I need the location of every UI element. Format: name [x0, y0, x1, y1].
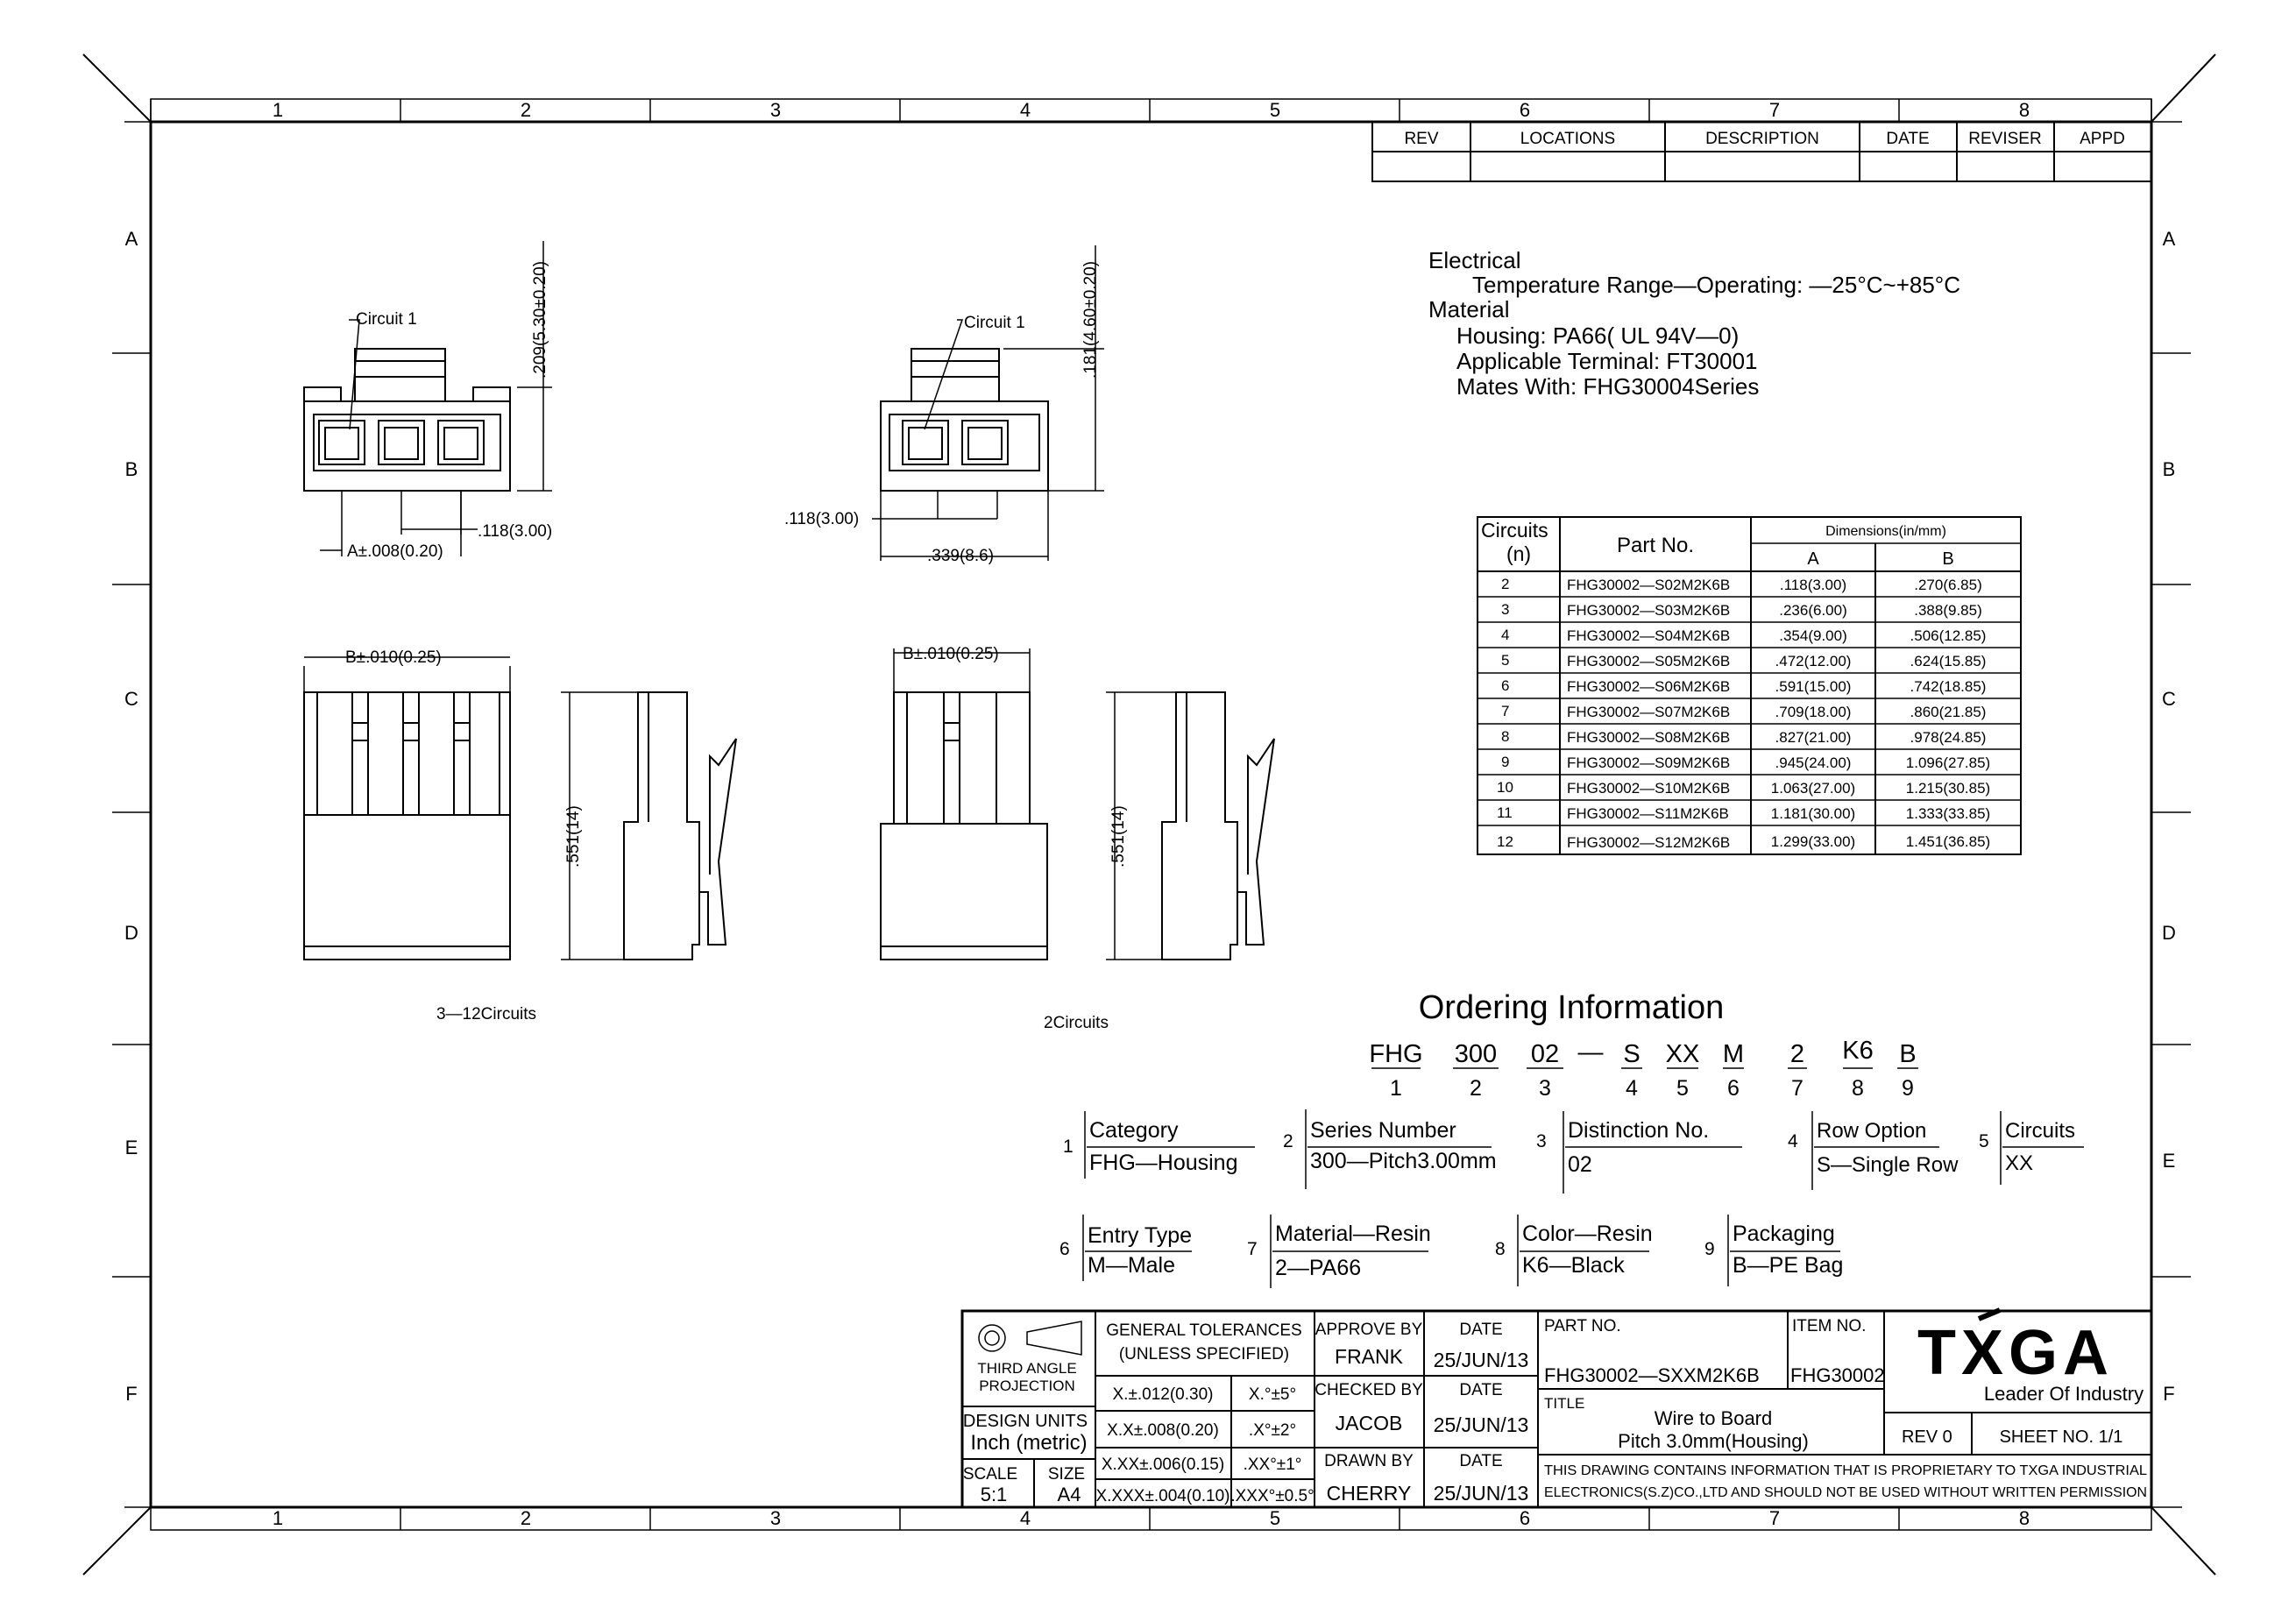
- svg-text:6: 6: [1501, 677, 1510, 694]
- svg-text:B: B: [1899, 1040, 1917, 1068]
- row-labels-right: [2162, 228, 2176, 1405]
- proprietary-notice: ELECTRONICS(S.Z)CO.,LTD AND SHOULD NOT BE USED WITHOUT WRITTEN PERMISSION: [1544, 1485, 2147, 1500]
- tolerance-title: (UNLESS SPECIFIED): [1118, 1345, 1290, 1363]
- svg-text:2: 2: [1470, 1076, 1482, 1101]
- tolerance-linear: X.XXX±.004(0.10): [1095, 1487, 1230, 1505]
- col-label: 5: [1269, 99, 1281, 121]
- legend-item-entry-type: [1059, 1215, 1192, 1281]
- ordering-title: Ordering Information: [1418, 989, 1725, 1026]
- a-header: A: [1807, 549, 1819, 569]
- table-row: [1501, 754, 1990, 771]
- a-dimension: A±.008(0.20): [347, 542, 443, 561]
- svg-text:4: 4: [1788, 1131, 1798, 1151]
- spec-notes: [1428, 247, 1960, 400]
- svg-text:FHG30002—S07M2K6B: FHG30002—S07M2K6B: [1567, 704, 1731, 720]
- scale-label: SCALE: [962, 1465, 1018, 1484]
- svg-text:FHG30002—S08M2K6B: FHG30002—S08M2K6B: [1567, 729, 1731, 746]
- svg-text:.118(3.00): .118(3.00): [1779, 577, 1847, 593]
- spec-mates: Mates With: FHG30004Series: [1456, 373, 1760, 400]
- row-label: A: [124, 228, 138, 250]
- col-label: 2: [520, 99, 532, 121]
- svg-text:3: 3: [1539, 1076, 1551, 1101]
- svg-text:.354(9.00): .354(9.00): [1779, 627, 1847, 644]
- col-label: 8: [2018, 99, 2030, 121]
- date-label: DATE: [1459, 1452, 1503, 1470]
- col-label: 7: [1768, 99, 1781, 121]
- tolerance-angular: .XXX°±0.5°: [1230, 1487, 1315, 1505]
- logo-tagline: Leader Of Industry: [1983, 1383, 2144, 1405]
- svg-text:.388(9.85): .388(9.85): [1914, 602, 1982, 619]
- svg-text:XX: XX: [2005, 1151, 2034, 1175]
- svg-text:4: 4: [1501, 627, 1510, 643]
- row-label: B: [2162, 458, 2176, 480]
- date-label: DATE: [1459, 1321, 1503, 1339]
- row-label: E: [2162, 1150, 2176, 1172]
- code-segment: [1897, 1040, 1918, 1101]
- svg-text:FHG30002—S02M2K6B: FHG30002—S02M2K6B: [1567, 577, 1731, 593]
- svg-text:1.333(33.85): 1.333(33.85): [1905, 805, 1991, 822]
- side-view-3-12-circuits: [561, 692, 736, 960]
- side-view-2-circuits: [1106, 692, 1274, 960]
- date-value: 25/JUN/13: [1433, 1349, 1529, 1371]
- col-label: 8: [2018, 1507, 2030, 1529]
- locations-header: LOCATIONS: [1520, 130, 1616, 148]
- svg-text:B—PE Bag: B—PE Bag: [1733, 1253, 1844, 1278]
- code-segment: [1666, 1040, 1700, 1101]
- height-dimension: .209(5.30±0.20): [531, 260, 549, 379]
- svg-text:3: 3: [1536, 1131, 1547, 1151]
- svg-text:Entry Type: Entry Type: [1088, 1223, 1193, 1248]
- col-label: 3: [769, 99, 782, 121]
- svg-text:FHG: FHG: [1369, 1040, 1423, 1068]
- svg-text:7: 7: [1791, 1076, 1803, 1101]
- dimension-table: [1478, 517, 2021, 854]
- column-labels-bottom: [273, 1507, 2030, 1529]
- svg-text:Packaging: Packaging: [1733, 1222, 1835, 1246]
- size-label: SIZE: [1047, 1465, 1086, 1484]
- ordering-information: [1059, 989, 2084, 1288]
- col-label: 1: [272, 99, 284, 121]
- svg-text:9: 9: [1902, 1076, 1914, 1101]
- col-label: 1: [272, 1507, 284, 1529]
- svg-text:9: 9: [1704, 1239, 1715, 1259]
- row-label: B: [124, 458, 138, 480]
- svg-text:FHG30002—S12M2K6B: FHG30002—S12M2K6B: [1567, 834, 1731, 851]
- pitch-dimension: .118(3.00): [478, 522, 553, 541]
- description-header: DESCRIPTION: [1705, 130, 1819, 148]
- col-label: 6: [1519, 99, 1531, 121]
- date-value: 25/JUN/13: [1433, 1413, 1529, 1436]
- svg-text:.860(21.85): .860(21.85): [1910, 704, 1987, 720]
- tolerance-linear: X.±.012(0.30): [1112, 1385, 1214, 1404]
- svg-text:M—Male: M—Male: [1088, 1253, 1176, 1278]
- view-caption: 3—12Circuits: [436, 1005, 537, 1023]
- circuit-1-label: Circuit 1: [356, 310, 417, 329]
- front-view-3-12-circuits: [304, 241, 552, 561]
- svg-text:K6: K6: [1842, 1037, 1874, 1065]
- top-view-2-circuits: [881, 645, 1109, 1032]
- drawn-label: DRAWN BY: [1324, 1452, 1414, 1470]
- svg-text:1.063(27.00): 1.063(27.00): [1770, 780, 1856, 797]
- table-row: [1501, 601, 1982, 619]
- col-label: 5: [1269, 1507, 1281, 1529]
- svg-text:.270(6.85): .270(6.85): [1914, 577, 1982, 593]
- row-label: D: [2162, 922, 2176, 944]
- svg-text:12: 12: [1497, 833, 1513, 850]
- design-units-label: DESIGN UNITS: [962, 1412, 1088, 1431]
- legend-item-packaging: [1704, 1215, 1843, 1286]
- tolerance-title: GENERAL TOLERANCES: [1106, 1321, 1302, 1340]
- sheet-number: SHEET NO. 1/1: [1999, 1427, 2123, 1447]
- approve-label: APPROVE BY: [1315, 1321, 1423, 1339]
- dimensions-header: Dimensions(in/mm): [1825, 524, 1946, 539]
- third-angle-projection-icon: [979, 1321, 1081, 1355]
- checked-name: JACOB: [1335, 1412, 1403, 1434]
- part-no-header: Part No.: [1616, 534, 1695, 557]
- svg-text:XX: XX: [1665, 1040, 1700, 1068]
- svg-text:.624(15.85): .624(15.85): [1910, 653, 1987, 669]
- svg-text:S—Single Row: S—Single Row: [1817, 1153, 1959, 1177]
- svg-text:02: 02: [1568, 1152, 1592, 1177]
- svg-text:FHG30002—S10M2K6B: FHG30002—S10M2K6B: [1567, 780, 1731, 797]
- title-label: TITLE: [1544, 1395, 1585, 1412]
- svg-text:.236(6.00): .236(6.00): [1779, 602, 1847, 619]
- svg-text:1: 1: [1390, 1076, 1402, 1101]
- svg-text:Distinction No.: Distinction No.: [1568, 1118, 1710, 1143]
- rev-header: REV: [1404, 130, 1439, 148]
- legend-item-color: [1495, 1215, 1653, 1286]
- spec-terminal: Applicable Terminal: FT30001: [1456, 348, 1758, 374]
- svg-text:6: 6: [1059, 1239, 1070, 1259]
- code-segment: [1723, 1040, 1744, 1101]
- spec-material: Material: [1428, 296, 1510, 322]
- appd-header: APPD: [2080, 130, 2125, 148]
- svg-text:.591(15.00): .591(15.00): [1775, 678, 1852, 695]
- part-no-label: PART NO.: [1544, 1317, 1621, 1335]
- tolerance-linear: X.XX±.006(0.15): [1101, 1456, 1225, 1474]
- column-labels-top: [273, 99, 2030, 121]
- txga-logo: [1917, 1310, 2114, 1388]
- front-view-2-circuits: [784, 245, 1104, 565]
- svg-text:4: 4: [1626, 1076, 1638, 1101]
- col-label: 3: [769, 1507, 782, 1529]
- scale-value: 5:1: [980, 1484, 1008, 1505]
- svg-text:TXGA: TXGA: [1917, 1318, 2115, 1388]
- table-row: [1497, 779, 1990, 797]
- row-label: D: [124, 922, 138, 944]
- svg-text:8: 8: [1495, 1239, 1506, 1259]
- svg-text:Series Number: Series Number: [1310, 1118, 1456, 1143]
- checked-label: CHECKED BY: [1315, 1381, 1423, 1399]
- design-units-value: Inch (metric): [970, 1431, 1088, 1455]
- circuits-n-header: (n): [1506, 542, 1532, 565]
- svg-text:7: 7: [1247, 1239, 1258, 1259]
- row-labels-left: [124, 228, 138, 1405]
- svg-text:.506(12.85): .506(12.85): [1910, 627, 1987, 644]
- row-label: A: [2162, 228, 2176, 250]
- code-segment: [1842, 1037, 1873, 1101]
- b-dimension: B±.010(0.25): [903, 645, 999, 663]
- table-row: [1497, 833, 1990, 851]
- legend-item-distinction: [1536, 1111, 1742, 1193]
- svg-text:.945(24.00): .945(24.00): [1775, 754, 1852, 771]
- svg-text:1.451(36.85): 1.451(36.85): [1905, 833, 1991, 850]
- svg-text:10: 10: [1497, 779, 1513, 796]
- svg-text:02: 02: [1530, 1040, 1560, 1068]
- table-row: [1501, 576, 1982, 593]
- row-label: F: [125, 1383, 138, 1405]
- svg-text:2: 2: [1283, 1131, 1293, 1151]
- item-no-value: FHG30002: [1790, 1364, 1885, 1386]
- svg-text:FHG30002—S09M2K6B: FHG30002—S09M2K6B: [1567, 754, 1731, 771]
- spec-temperature: Temperature Range—Operating: —25°C~+85°C: [1472, 272, 1960, 298]
- date-label: DATE: [1459, 1381, 1503, 1399]
- col-label: 4: [1019, 1507, 1031, 1529]
- svg-text:8: 8: [1852, 1076, 1864, 1101]
- code-segment: [1453, 1040, 1499, 1101]
- col-label: 4: [1019, 99, 1031, 121]
- svg-text:11: 11: [1497, 804, 1513, 821]
- svg-text:8: 8: [1501, 728, 1510, 745]
- revision-table: [1372, 122, 2151, 181]
- projection-label: THIRD ANGLE: [977, 1360, 1077, 1377]
- col-label: 6: [1519, 1507, 1531, 1529]
- svg-text:5: 5: [1979, 1131, 1989, 1151]
- svg-text:300: 300: [1454, 1040, 1498, 1068]
- table-row: [1501, 703, 1986, 720]
- svg-text:2: 2: [1501, 576, 1510, 592]
- svg-text:5: 5: [1676, 1076, 1689, 1101]
- svg-text:Color—Resin: Color—Resin: [1522, 1222, 1653, 1246]
- date-value: 25/JUN/13: [1433, 1482, 1529, 1505]
- svg-text:Material—Resin: Material—Resin: [1275, 1222, 1431, 1246]
- table-row: [1497, 804, 1990, 822]
- b-dimension: B±.010(0.25): [345, 648, 442, 667]
- pitch-dimension: .118(3.00): [784, 510, 860, 528]
- svg-text:M: M: [1722, 1040, 1745, 1068]
- svg-text:.709(18.00): .709(18.00): [1775, 704, 1852, 720]
- svg-text:S: S: [1623, 1040, 1641, 1068]
- item-no-label: ITEM NO.: [1792, 1317, 1867, 1335]
- svg-text:9: 9: [1501, 754, 1510, 770]
- b-header: B: [1942, 549, 1954, 569]
- side-dimension: .551(14): [1109, 805, 1128, 868]
- svg-text:1: 1: [1063, 1137, 1074, 1157]
- projection-label: PROJECTION: [979, 1378, 1075, 1394]
- svg-text:1.096(27.85): 1.096(27.85): [1905, 754, 1991, 771]
- tolerance-linear: X.X±.008(0.20): [1107, 1421, 1219, 1440]
- legend-item-series: [1283, 1109, 1497, 1189]
- spec-housing: Housing: PA66( UL 94V—0): [1456, 322, 1740, 349]
- col-label: 7: [1768, 1507, 1781, 1529]
- svg-text:1.181(30.00): 1.181(30.00): [1770, 805, 1856, 822]
- svg-text:300—Pitch3.00mm: 300—Pitch3.00mm: [1310, 1149, 1497, 1173]
- svg-text:FHG—Housing: FHG—Housing: [1089, 1151, 1238, 1175]
- tolerance-angular: .XX°±1°: [1243, 1456, 1302, 1474]
- tolerance-angular: X.°±5°: [1248, 1385, 1297, 1404]
- legend-item-row-option: [1788, 1111, 1959, 1190]
- code-segment: [1788, 1040, 1807, 1101]
- code-segment: [1369, 1040, 1422, 1101]
- svg-text:.827(21.00): .827(21.00): [1775, 729, 1852, 746]
- svg-text:5: 5: [1501, 652, 1510, 669]
- svg-text:K6—Black: K6—Black: [1522, 1253, 1625, 1278]
- code-segment: [1621, 1040, 1642, 1101]
- col-label: 2: [520, 1507, 532, 1529]
- svg-text:Category: Category: [1089, 1118, 1179, 1143]
- table-row: [1501, 728, 1986, 746]
- svg-text:FHG30002—S05M2K6B: FHG30002—S05M2K6B: [1567, 653, 1731, 669]
- part-no-value: FHG30002—SXXM2K6B: [1544, 1364, 1760, 1386]
- svg-text:FHG30002—S04M2K6B: FHG30002—S04M2K6B: [1567, 627, 1731, 644]
- drawing-subtitle: Pitch 3.0mm(Housing): [1618, 1430, 1809, 1452]
- terminal-cavity: [319, 421, 484, 464]
- row-label: C: [124, 688, 138, 710]
- svg-text:FHG30002—S03M2K6B: FHG30002—S03M2K6B: [1567, 602, 1731, 619]
- table-row: [1501, 652, 1986, 669]
- date-header: DATE: [1886, 130, 1930, 148]
- svg-text:3: 3: [1501, 601, 1510, 618]
- table-row: [1501, 627, 1986, 644]
- reviser-header: REVISER: [1968, 130, 2042, 148]
- svg-text:Row Option: Row Option: [1817, 1119, 1927, 1143]
- legend-item-circuits: [1979, 1111, 2084, 1185]
- svg-text:.742(18.85): .742(18.85): [1910, 678, 1987, 695]
- svg-text:FHG30002—S11M2K6B: FHG30002—S11M2K6B: [1567, 805, 1729, 822]
- title-block: [962, 1310, 2151, 1507]
- svg-text:2: 2: [1789, 1040, 1805, 1068]
- svg-text:FHG30002—S06M2K6B: FHG30002—S06M2K6B: [1567, 678, 1731, 695]
- svg-text:1.299(33.00): 1.299(33.00): [1770, 833, 1856, 850]
- top-view-3-12-circuits: [304, 648, 536, 1023]
- view-caption: 2Circuits: [1044, 1014, 1109, 1032]
- svg-text:7: 7: [1501, 703, 1510, 719]
- svg-text:Circuits: Circuits: [2005, 1119, 2076, 1143]
- size-value: A4: [1057, 1484, 1081, 1505]
- height-dimension: .181(4.60±0.20): [1081, 260, 1100, 379]
- spec-electrical: Electrical: [1428, 247, 1521, 273]
- row-label: F: [2163, 1383, 2175, 1405]
- code-dash: —: [1577, 1038, 1604, 1066]
- circuit-1-label: Circuit 1: [964, 314, 1025, 332]
- code-segment: [1527, 1040, 1563, 1101]
- width-dimension: .339(8.6): [927, 547, 995, 565]
- svg-text:1.215(30.85): 1.215(30.85): [1905, 780, 1991, 797]
- svg-text:.978(24.85): .978(24.85): [1910, 729, 1987, 746]
- side-dimension: .551(14): [564, 805, 583, 868]
- revision-value: REV 0: [1902, 1427, 1952, 1447]
- legend-item-material: [1247, 1215, 1431, 1288]
- row-label: E: [124, 1137, 138, 1158]
- drawn-name: CHERRY: [1326, 1482, 1412, 1505]
- table-row: [1501, 677, 1986, 695]
- proprietary-notice: THIS DRAWING CONTAINS INFORMATION THAT IS PROPRIETARY TO TXGA INDUSTRIAL: [1544, 1463, 2148, 1478]
- svg-text:2—PA66: 2—PA66: [1275, 1256, 1362, 1280]
- tolerance-angular: .X°±2°: [1248, 1421, 1297, 1440]
- approve-name: FRANK: [1335, 1345, 1403, 1368]
- circuits-header: Circuits: [1481, 519, 1548, 542]
- svg-text:.472(12.00): .472(12.00): [1775, 653, 1852, 669]
- svg-text:6: 6: [1727, 1076, 1740, 1101]
- drawing-title: Wire to Board: [1654, 1407, 1773, 1429]
- row-label: C: [2162, 688, 2176, 710]
- legend-item-category: [1063, 1111, 1255, 1179]
